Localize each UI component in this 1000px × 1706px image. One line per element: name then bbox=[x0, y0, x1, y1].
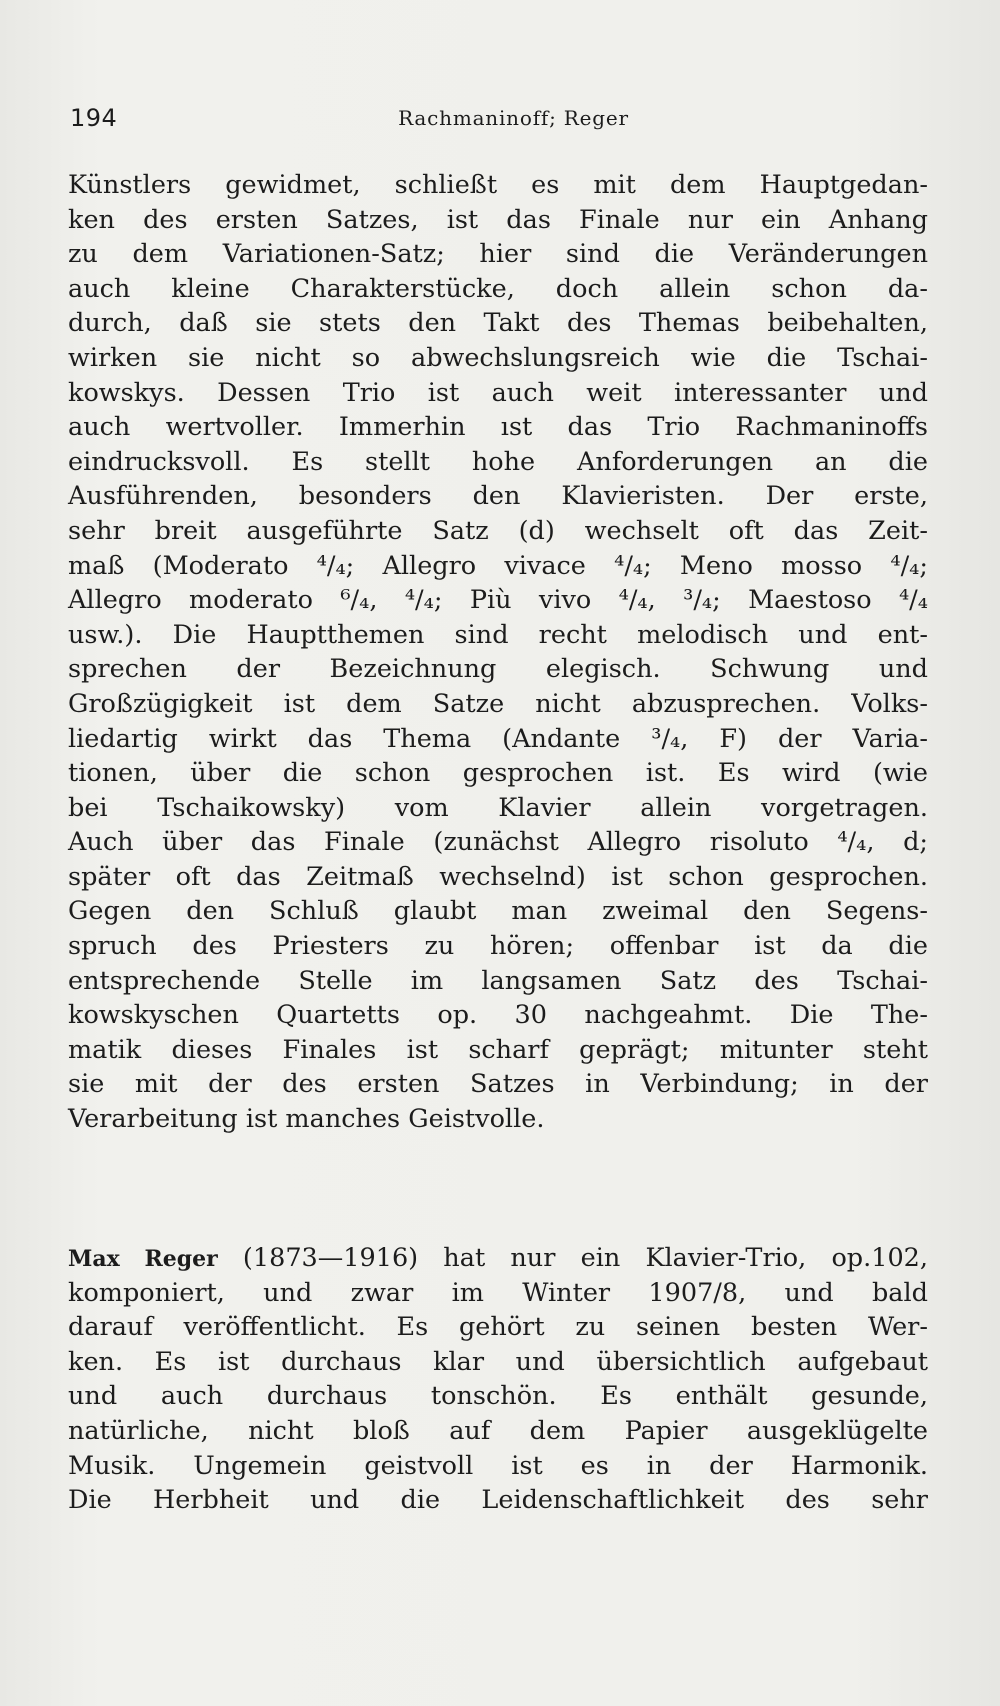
paragraph-max-reger bbox=[68, 1241, 928, 1518]
page-number: 194 bbox=[70, 104, 118, 132]
text-line-rest: (1873—1916) hat nur ein Klavier-Trio, op.102, bbox=[217, 1243, 928, 1273]
text-line: ken des ersten Satzes, ist das Finale nur ein Anhang bbox=[68, 204, 928, 235]
text-line: auch kleine Charakterstücke, doch allein schon da- bbox=[68, 273, 928, 304]
page-header bbox=[70, 104, 925, 140]
text-line: usw.). Die Hauptthemen sind recht melodisch und ent- bbox=[68, 619, 928, 650]
text-line: Allegro moderato ⁶/₄, ⁴/₄; Più vivo ⁴/₄, ³/₄; Maestoso ⁴/₄ bbox=[68, 585, 928, 616]
text-line: und auch durchaus tonschön. Es enthält gesunde, bbox=[68, 1381, 928, 1412]
text-line: ken. Es ist durchaus klar und übersichtlich aufgebaut bbox=[68, 1346, 928, 1377]
text-line: Künstlers gewidmet, schließt es mit dem Hauptgedan- bbox=[68, 170, 928, 200]
text-line: zu dem Variationen-Satz; hier sind die Veränderungen bbox=[68, 239, 928, 270]
text-line: durch, daß sie stets den Takt des Themas beibehalten, bbox=[68, 308, 928, 339]
text-line: sie mit der des ersten Satzes in Verbindung; in der bbox=[68, 1069, 928, 1100]
text-line: entsprechende Stelle im langsamen Satz des Tschai- bbox=[68, 965, 928, 996]
text-line: Auch über das Finale (zunächst Allegro risoluto ⁴/₄, d; bbox=[68, 827, 928, 858]
text-line: Verarbeitung ist manches Geistvolle. bbox=[68, 1104, 545, 1135]
text-line: auch wertvoller. Immerhin ıst das Trio Rachmaninoffs bbox=[68, 412, 928, 443]
text-line: bei Tschaikowsky) vom Klavier allein vorgetragen. bbox=[68, 792, 928, 823]
text-line: matik dieses Finales ist scharf geprägt; mitunter steht bbox=[68, 1034, 928, 1065]
text-line: wirken sie nicht so abwechslungsreich wie die Tschai- bbox=[68, 342, 928, 373]
running-head: Rachmaninoff; Reger bbox=[398, 106, 629, 130]
text-line: maß (Moderato ⁴/₄; Allegro vivace ⁴/₄; Meno mosso ⁴/₄; bbox=[68, 550, 928, 581]
text-line: Die Herbheit und die Leidenschaftlichkeit des sehr bbox=[68, 1485, 928, 1516]
text-line: komponiert, und zwar im Winter 1907/8, und bald bbox=[68, 1277, 928, 1308]
text-line: sehr breit ausgeführte Satz (d) wechselt oft das Zeit- bbox=[68, 515, 928, 546]
paragraph-rachmaninoff-trio bbox=[68, 168, 928, 1137]
text-line: kowskyschen Quartetts op. 30 nachgeahmt. Die The- bbox=[68, 1000, 928, 1031]
text-line: sprechen der Bezeichnung elegisch. Schwung und bbox=[68, 654, 928, 685]
text-line bbox=[68, 1241, 928, 1276]
text-line: Ausführenden, besonders den Klavieristen. Der erste, bbox=[68, 481, 928, 512]
text-line: darauf veröffentlicht. Es gehört zu seinen besten Wer- bbox=[68, 1312, 928, 1343]
text-line: später oft das Zeitmaß wechselnd) ist schon gesprochen. bbox=[68, 861, 928, 892]
text-line: eindrucksvoll. Es stellt hohe Anforderungen an die bbox=[68, 446, 928, 477]
text-line: Musik. Ungemein geistvoll ist es in der Harmonik. bbox=[68, 1450, 928, 1481]
text-line: liedartig wirkt das Thema (Andante ³/₄, F) der Varia- bbox=[68, 723, 928, 754]
text-line: Großzügigkeit ist dem Satze nicht abzusprechen. Volks- bbox=[68, 688, 928, 719]
text-line: Gegen den Schluß glaubt man zweimal den Segens- bbox=[68, 896, 928, 927]
text-line: natürliche, nicht bloß auf dem Papier ausgeklügelte bbox=[68, 1415, 928, 1446]
text-line: kowskys. Dessen Trio ist auch weit interessanter und bbox=[68, 377, 928, 408]
text-line: tionen, über die schon gesprochen ist. Es wird (wie bbox=[68, 758, 928, 789]
text-line: spruch des Priesters zu hören; offenbar ist da die bbox=[68, 931, 928, 962]
author-name: Max Reger bbox=[68, 1246, 218, 1272]
